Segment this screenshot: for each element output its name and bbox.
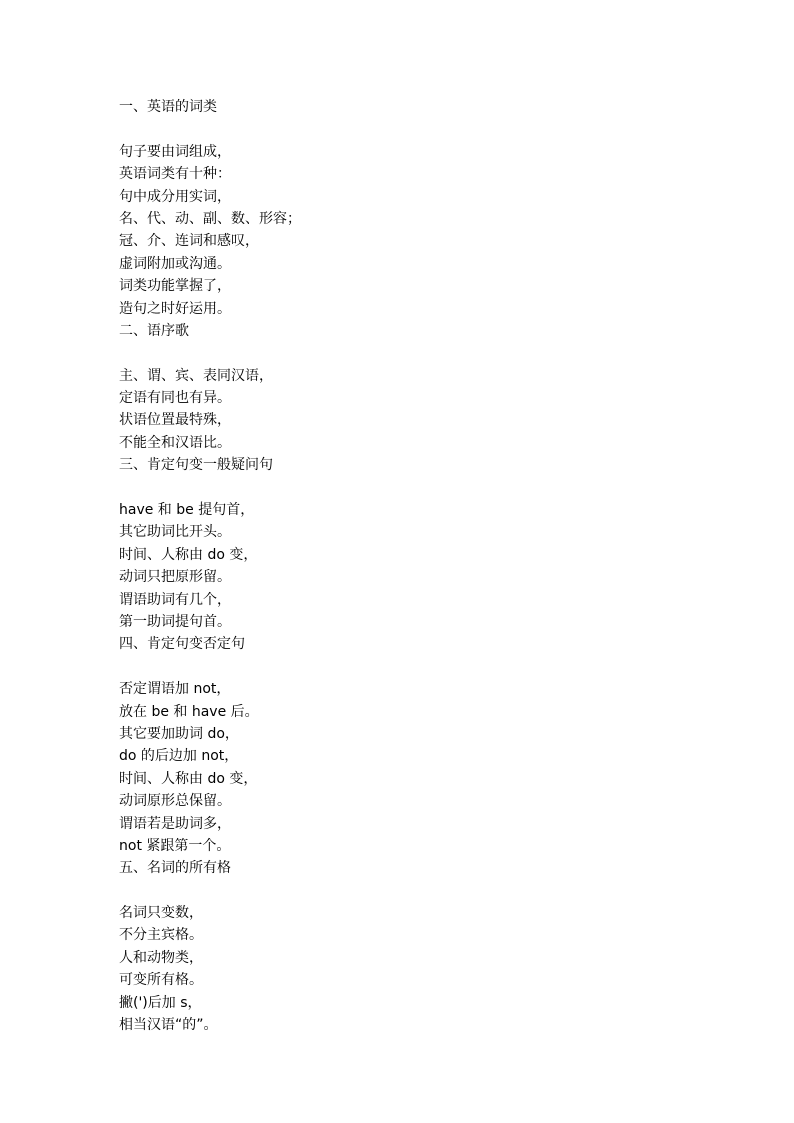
verse-line: 其它助词比开头。 bbox=[119, 524, 231, 541]
section-heading: 四、肯定句变否定句 bbox=[119, 636, 245, 653]
section-negative-sentences bbox=[119, 633, 739, 857]
verse-line: 句中成分用实词， bbox=[119, 188, 231, 205]
verse-line: 不分主宾格。 bbox=[119, 927, 203, 944]
section-heading: 二、语序歌 bbox=[119, 322, 189, 339]
verse-line: 第一助词提句首。 bbox=[119, 613, 231, 630]
section-word-order bbox=[119, 320, 739, 454]
blank-line bbox=[119, 477, 739, 499]
verse-line: 人和动物类， bbox=[119, 949, 203, 966]
verse-line: 不能全和汉语比。 bbox=[119, 434, 231, 451]
verse-line: 否定谓语加 not， bbox=[119, 681, 231, 698]
blank-line bbox=[119, 342, 739, 364]
verse-line: 定语有同也有异。 bbox=[119, 390, 231, 407]
verse-line: do 的后边加 not， bbox=[119, 748, 239, 765]
verse-line: 时间、人称由 do 变， bbox=[119, 546, 258, 563]
verse-line: 相当汉语“的”。 bbox=[119, 1017, 218, 1034]
verse-line: have 和 be 提句首， bbox=[119, 502, 255, 519]
verse-line: 词类功能掌握了， bbox=[119, 278, 231, 295]
verse-line: 谓语助词有几个， bbox=[119, 591, 231, 608]
verse-line: 动词原形总保留。 bbox=[119, 793, 231, 810]
document-body bbox=[119, 96, 739, 1036]
verse-line: 撇(')后加 s， bbox=[119, 994, 202, 1011]
section-possessive-case bbox=[119, 857, 739, 1036]
blank-line bbox=[119, 118, 739, 140]
verse-line: 名词只变数， bbox=[119, 905, 203, 922]
verse-line: 冠、介、连词和感叹， bbox=[119, 233, 259, 250]
verse-line: 状语位置最特殊， bbox=[119, 412, 231, 429]
blank-line bbox=[119, 656, 739, 678]
verse-line: 时间、人称由 do 变， bbox=[119, 770, 258, 787]
verse-line: 可变所有格。 bbox=[119, 972, 203, 989]
verse-line: not 紧跟第一个。 bbox=[119, 837, 231, 854]
section-word-classes bbox=[119, 96, 739, 320]
verse-line: 放在 be 和 have 后。 bbox=[119, 703, 259, 720]
verse-line: 主、谓、宾、表同汉语， bbox=[119, 367, 273, 384]
verse-line: 名、代、动、副、数、形容； bbox=[119, 210, 301, 227]
section-heading: 五、名词的所有格 bbox=[119, 860, 231, 877]
section-heading: 三、肯定句变一般疑问句 bbox=[119, 457, 273, 474]
verse-line: 其它要加助词 do， bbox=[119, 725, 239, 742]
verse-line: 虚词附加或沟通。 bbox=[119, 255, 231, 272]
verse-line: 动词只把原形留。 bbox=[119, 569, 231, 586]
verse-line: 谓语若是助词多， bbox=[119, 815, 231, 832]
verse-line: 造句之时好运用。 bbox=[119, 300, 231, 317]
blank-line bbox=[119, 880, 739, 902]
section-general-questions bbox=[119, 454, 739, 633]
section-heading: 一、英语的词类 bbox=[119, 99, 217, 115]
verse-line: 句子要由词组成， bbox=[119, 143, 231, 160]
verse-line: 英语词类有十种： bbox=[119, 166, 231, 183]
